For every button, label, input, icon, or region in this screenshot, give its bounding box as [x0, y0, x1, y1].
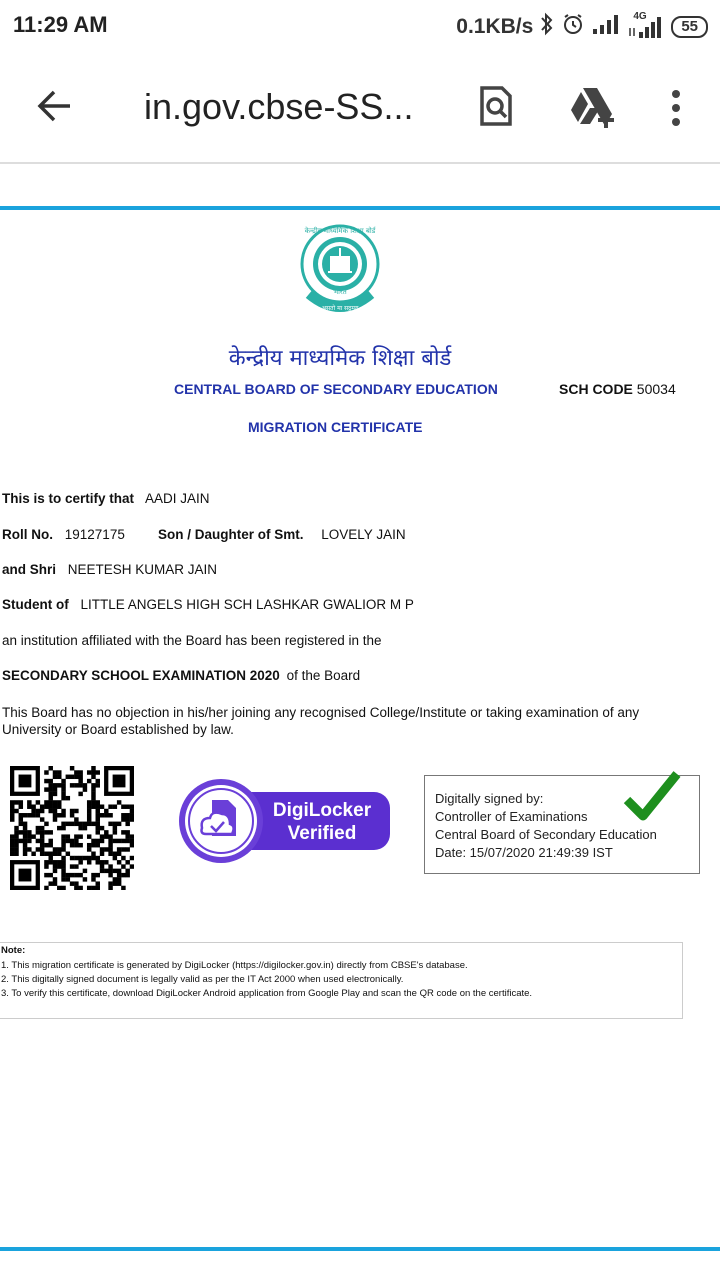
document-bottom-rule [0, 1247, 720, 1251]
signal-icon [591, 13, 621, 41]
affiliation-text: an institution affiliated with the Board has been registered in the [2, 633, 382, 648]
bluetooth-icon [539, 12, 555, 42]
mother-name: LOVELY JAIN [321, 527, 406, 542]
signature-line-3: Central Board of Secondary Education [435, 827, 657, 842]
sch-code-label: SCH CODE [559, 381, 633, 397]
father-name: NEETESH KUMAR JAIN [67, 562, 218, 577]
badge-line-2: Verified [287, 823, 357, 844]
find-in-page-icon [476, 84, 516, 128]
status-time: 11:29 AM [13, 12, 108, 37]
signal-4g-icon [627, 11, 665, 40]
badge-text [262, 799, 382, 845]
net-speed: 0.1KB/s [456, 15, 534, 38]
badge-line-1: DigiLocker [272, 800, 372, 821]
back-button[interactable] [36, 86, 76, 126]
logo-country: भारत [333, 288, 347, 296]
google-drive-add-icon [568, 84, 618, 128]
school-code [559, 381, 676, 397]
find-in-page-button[interactable] [476, 84, 516, 128]
arrow-left-icon [36, 86, 76, 126]
exam-suffix: of the Board [286, 668, 361, 683]
digital-signature-box [424, 775, 700, 874]
cbse-logo [295, 224, 385, 318]
certificate-title: MIGRATION CERTIFICATE [248, 419, 423, 435]
sch-code-value: 50034 [636, 381, 676, 397]
signature-line-1: Digitally signed by: [435, 791, 544, 806]
roll-row [2, 527, 125, 542]
roll-number: 19127175 [64, 527, 125, 542]
certify-row [2, 491, 210, 506]
student-name: AADI JAIN [145, 491, 210, 506]
note-heading: Note: [1, 945, 26, 956]
green-check-icon [623, 770, 681, 828]
status-bar [0, 0, 720, 52]
alarm-icon [561, 12, 585, 42]
note-item: 2. This digitally signed document is legally valid as per the IT Act 2000 when used electronically. [1, 974, 404, 985]
status-icons [456, 12, 708, 42]
logo-motto: असतो मा सद्गमय [321, 305, 359, 312]
exam-name: SECONDARY SCHOOL EXAMINATION 2020 [2, 668, 280, 683]
mother-label: Son / Daughter of Smt. [158, 527, 304, 542]
student-of-label: Student of [2, 597, 69, 612]
no-objection-text: This Board has no objection in his/her joining any recognised College/Institute or taking examination of any University or Board established by law. [2, 705, 640, 737]
app-toolbar [0, 52, 720, 164]
battery-icon: 55 [671, 16, 708, 38]
school-row [2, 597, 414, 612]
school-name: LITTLE ANGELS HIGH SCH LASHKAR GWALIOR M P [80, 597, 414, 612]
mother-row [158, 527, 406, 542]
note-box [0, 942, 683, 1019]
signature-line-2: Controller of Examinations [435, 809, 588, 824]
roll-label: Roll No. [2, 527, 53, 542]
network-label: 4G [633, 11, 647, 22]
signature-date: Date: 15/07/2020 21:49:39 IST [435, 845, 613, 860]
logo-top-text: केन्द्रीय माध्यमिक शिक्षा बोर्ड [304, 227, 376, 235]
exam-row [2, 668, 360, 683]
board-name: CENTRAL BOARD OF SECONDARY EDUCATION [174, 381, 498, 397]
qr-code [10, 766, 134, 890]
certify-label: This is to certify that [2, 491, 135, 506]
more-vert-icon [664, 88, 688, 128]
board-name-hindi: केन्द्रीय माध्यमिक शिक्षा बोर्ड [228, 346, 452, 371]
father-row [2, 562, 217, 577]
father-label: and Shri [2, 562, 57, 577]
note-item: 1. This migration certificate is generated by DigiLocker (https://digilocker.gov.in) directly from CBSE's database. [1, 960, 468, 971]
document-top-rule [0, 206, 720, 210]
overflow-menu-button[interactable] [664, 88, 688, 128]
add-to-drive-button[interactable] [568, 84, 618, 128]
note-item: 3. To verify this certificate, download DigiLocker Android application from Google Play and scan the QR code on the certificate. [1, 988, 533, 999]
document-title: in.gov.cbse-SS... [144, 86, 414, 127]
